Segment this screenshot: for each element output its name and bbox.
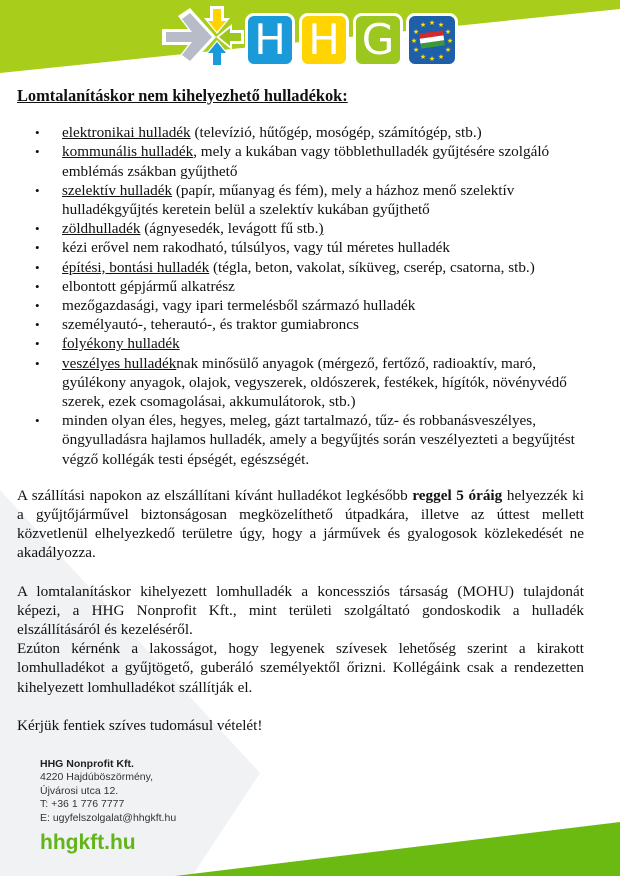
list-item (17, 258, 584, 277)
item-term: elektronikai hulladék (62, 124, 191, 142)
list-item (17, 238, 584, 257)
list-item (17, 277, 584, 296)
item-description: minden olyan éles, hegyes, meleg, gázt tartalmazó, tűz- és robbanásveszélyes, öngyulladásra hajlamos hulladék, amely a begyűjtés során veszélyezteti a begyűjtést végző kollégák testi épségét, egészségét. (62, 412, 575, 468)
document-body (17, 86, 584, 735)
footer-green-wedge (175, 822, 620, 876)
svg-text:★: ★ (428, 19, 436, 27)
list-item (17, 142, 584, 180)
item-term: szelektív hulladék (62, 181, 173, 199)
request-paragraph: Ezúton kérnénk a lakosságot, hogy legyenek szívesek lehetőség szerint a kirakott lomhulladékot a gyűjtögető, guberáló személyektől őrizni. Kollégáink csak a rendezetten kihelyezett lomhulladékot szállítják el. (17, 640, 584, 696)
item-description: kézi erővel nem rakodható, túlsúlyos, vagy túl méretes hulladék (62, 239, 451, 257)
list-item (17, 219, 584, 238)
svg-text:★: ★ (419, 21, 427, 29)
company-name: HHG Nonprofit Kft. (40, 758, 134, 770)
phone-number: T: +36 1 776 7777 (40, 798, 125, 811)
list-item (17, 315, 584, 334)
logo-letter-h-yellow: H (299, 13, 349, 67)
list-item (17, 354, 584, 412)
list-item (17, 411, 584, 469)
svg-text:★: ★ (437, 53, 445, 61)
website-link[interactable]: hhgkft.hu (40, 831, 136, 855)
item-description: elbontott gépjármű alkatrész (62, 277, 235, 295)
deadline-highlight: reggel 5 óráig (412, 486, 503, 504)
list-item (17, 181, 584, 219)
converging-arrows-icon (160, 4, 244, 70)
list-item (17, 123, 584, 142)
list-item (17, 334, 584, 353)
ownership-paragraph: A lomtalanításkor kihelyezett lomhulladék a koncessziós társaság (MOHU) tulajdonát képezi, a HHG Nonprofit Kft., mint területi szolgáltató gondoskodik a hulladék elszállításáról és kezeléséről. (17, 582, 584, 639)
paragraph-text: A szállítási napokon az elszállítani kívánt hulladékot legkésőbb (17, 486, 413, 504)
footer-contact (40, 758, 176, 855)
svg-text:★: ★ (412, 46, 420, 54)
svg-text:★: ★ (410, 37, 418, 45)
email-address[interactable]: E: ugyfelszolgalat@hhgkft.hu (40, 811, 177, 824)
paragraph-text: helyezzék ki a gyűjtőjárművel biztonságosan megközelíthető útpadkára, illetve az úttest mellett közvetlenül elhelyezkedő területre úgy, hogy a járművek és gyalogosok közlekedését ne akadályozza. (17, 486, 584, 562)
item-description: (tégla, beton, vakolat, síküveg, cserép, csatorna, stb.) (209, 258, 535, 276)
excluded-waste-list (17, 123, 584, 469)
item-description: (papír, műanyag és fém), mely a házhoz menő szelektív hulladékgyűjtés keretein belül a szelektív kukában gyűjthető (62, 181, 515, 219)
item-term: veszélyes hulladék (62, 354, 177, 372)
item-description: , mely a kukában vagy többlethulladék gyűjtésére szolgáló emblémás zsákban gyűjthető (62, 143, 550, 180)
closing-line: Kérjük fentiek szíves tudomásul vételét! (17, 716, 263, 734)
eu-hungary-flag-icon (406, 13, 458, 67)
item-description: nak minősülő anyagok (mérgező, fertőző, radioaktív, maró, gyúlékony anyagok, olajok, vegyszerek, oldószerek, festékek, hígítók, növényvédő szerek, ezek csomagolásai, akkumulátorok, stb.) (62, 354, 567, 411)
item-description: (televízió, hűtőgép, mosógép, számítógép, stb.) (190, 124, 482, 142)
list-item (17, 296, 584, 315)
svg-text:★: ★ (419, 53, 427, 61)
svg-text:★: ★ (444, 46, 452, 54)
item-term: folyékony hulladék (62, 335, 180, 353)
collection-time-paragraph (17, 486, 584, 563)
address-line-1: 4220 Hajdúböszörmény, (40, 771, 154, 784)
page-title: Lomtalanításkor nem kihelyezhető hulladékok: (17, 86, 348, 105)
logo-letter-g-green: G (353, 13, 403, 67)
item-term: zöldhulladék (62, 220, 141, 238)
svg-text:★: ★ (444, 28, 452, 36)
svg-text:★: ★ (437, 21, 445, 29)
logo-letter-h-blue: H (245, 13, 295, 67)
svg-text:★: ★ (446, 37, 454, 45)
hhg-logo (160, 4, 460, 70)
item-tail: ) (318, 220, 324, 238)
item-description: személyautó-, teherautó-, és traktor gumiabroncs (62, 316, 359, 334)
svg-text:★: ★ (428, 55, 436, 63)
address-line-2: Újvárosi utca 12. (40, 784, 119, 797)
item-description: (ágnyesedék, levágott fű stb. (140, 220, 319, 238)
item-term: építési, bontási hulladék (62, 258, 210, 276)
svg-text:★: ★ (412, 28, 420, 36)
item-description: mezőgazdasági, vagy ipari termelésből származó hulladék (62, 297, 416, 315)
item-term: kommunális hulladék (62, 143, 194, 161)
